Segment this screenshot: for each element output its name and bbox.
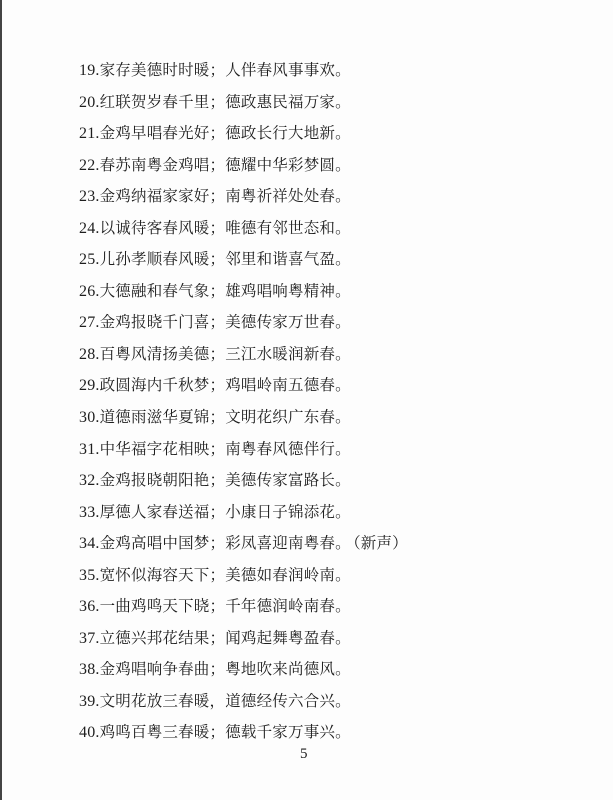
couplet-list xyxy=(79,58,408,752)
couplet-number: 36. xyxy=(79,598,100,616)
couplet-number: 30. xyxy=(79,409,100,427)
couplet-text: 百粤风清扬美德；三江水暖润新春。 xyxy=(99,344,351,363)
couplet-item xyxy=(79,437,408,469)
couplet-number: 33. xyxy=(79,503,100,521)
couplet-text: 金鸡唱响争春曲；粤地吹来尚德风。 xyxy=(99,660,351,679)
couplet-item xyxy=(79,657,408,689)
couplet-number: 31. xyxy=(79,440,100,458)
couplet-number: 40. xyxy=(79,724,100,742)
couplet-number: 39. xyxy=(79,692,100,710)
couplet-item xyxy=(79,216,408,248)
couplet-text: 一曲鸡鸣天下晓；千年德润岭南春。 xyxy=(99,597,351,616)
couplet-item xyxy=(79,563,408,595)
couplet-text: 家存美德时时暖；人伴春风事事欢。 xyxy=(99,61,351,79)
couplet-text: 金鸡纳福家家好；南粤祈祥处处春。 xyxy=(99,187,351,206)
couplet-text: 政圆海内千秋梦；鸡唱岭南五德春。 xyxy=(99,376,351,395)
couplet-number: 37. xyxy=(79,629,100,647)
couplet-number: 28. xyxy=(79,345,100,363)
couplet-item xyxy=(79,279,408,311)
couplet-item xyxy=(79,531,408,563)
couplet-number: 25. xyxy=(79,251,100,269)
couplet-number: 24. xyxy=(79,219,100,237)
couplet-text: 红联贺岁春千里；德政惠民福万家。 xyxy=(99,92,351,111)
couplet-note: （新声） xyxy=(352,534,408,553)
couplet-text: 立德兴邦花结果；闻鸡起舞粤盈春。 xyxy=(99,628,351,647)
couplet-item xyxy=(79,468,408,500)
couplet-item xyxy=(79,310,408,342)
couplet-number: 38. xyxy=(79,661,100,679)
couplet-text: 鸡鸣百粤三春暖；德载千家万事兴。 xyxy=(99,723,351,742)
couplet-item xyxy=(79,720,408,752)
couplet-item xyxy=(79,626,408,658)
couplet-text: 金鸡报晓朝阳艳；美德传家富路长。 xyxy=(99,471,351,490)
couplet-text: 以诚待客春风暖；唯德有邻世态和。 xyxy=(99,218,351,237)
couplet-text: 春苏南粤金鸡唱；德耀中华彩梦圆。 xyxy=(99,155,351,174)
couplet-number: 23. xyxy=(79,188,100,206)
couplet-item xyxy=(79,594,408,626)
couplet-item xyxy=(79,58,408,90)
couplet-number: 19. xyxy=(79,62,100,79)
couplet-number: 21. xyxy=(79,125,100,143)
couplet-number: 34. xyxy=(79,535,100,553)
couplet-number: 26. xyxy=(79,282,100,300)
couplet-text: 道德雨滋华夏锦；文明花织广东春。 xyxy=(99,408,351,427)
couplet-item xyxy=(79,342,408,374)
couplet-text: 厚德人家春送福；小康日子锦添花。 xyxy=(99,502,351,521)
couplet-item xyxy=(79,184,408,216)
couplet-item xyxy=(79,405,408,437)
couplet-item xyxy=(79,153,408,185)
couplet-number: 32. xyxy=(79,472,100,490)
couplet-number: 29. xyxy=(79,377,100,395)
couplet-text: 儿孙孝顺春风暖；邻里和谐喜气盈。 xyxy=(99,250,351,269)
couplet-item xyxy=(79,121,408,153)
couplet-text: 金鸡报晓千门喜；美德传家万世春。 xyxy=(99,313,351,332)
couplet-text: 文明花放三春暖，道德经传六合兴。 xyxy=(99,691,351,710)
couplet-number: 35. xyxy=(79,566,100,584)
couplet-text: 宽怀似海容天下；美德如春润岭南。 xyxy=(99,565,351,584)
couplet-number: 20. xyxy=(79,93,100,111)
couplet-number: 22. xyxy=(79,156,100,174)
couplet-item xyxy=(79,689,408,721)
couplet-number: 27. xyxy=(79,314,100,332)
couplet-item xyxy=(79,500,408,532)
couplet-item xyxy=(79,373,408,405)
page-left-border xyxy=(0,0,2,800)
couplet-item xyxy=(79,247,408,279)
couplet-text: 大德融和春气象；雄鸡唱响粤精神。 xyxy=(99,281,351,300)
page-number: 5 xyxy=(300,746,308,762)
couplet-text: 金鸡早唱春光好；德政长行大地新。 xyxy=(99,124,351,143)
couplet-text: 中华福字花相映；南粤春风德伴行。 xyxy=(99,439,351,458)
couplet-text: 金鸡高唱中国梦；彩凤喜迎南粤春。 xyxy=(99,534,351,553)
couplet-item xyxy=(79,90,408,122)
